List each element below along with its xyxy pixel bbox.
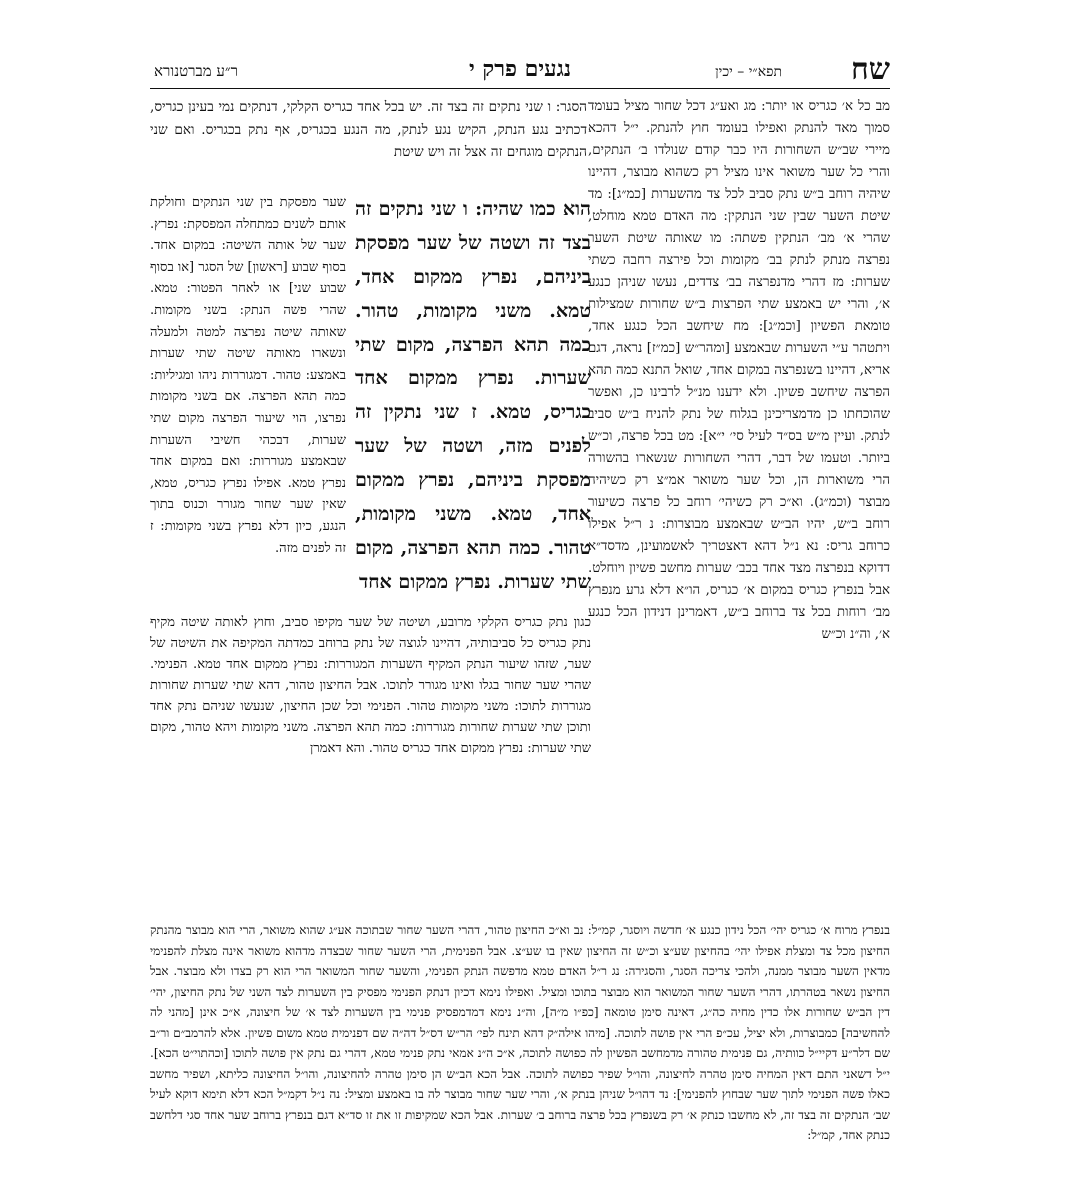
commentary-title: ר״ע מברטנורא [154, 62, 238, 80]
page-header [150, 52, 890, 88]
tiferet-bottom-text: בנפרץ מרוח א׳ כגריס יהי׳ הכל נידון כנגע א׳ חדשה ויוסגר, קמ״ל: נב וא״כ החיצון טהור, דהרי השער שחור שבתוכה אע״ג שהוא משואר, הרי הוא מבוצר מהנתק החיצון מכל צד ומצלת אפילו יהי׳ בהחיצון שע״צ וכ״ש זה החיצון שאין בו שע״צ. אבל הפנימית, הרי השער שחור שבצדה מדהוא משואר אינה מצלת להפנימי מדאין השער מבוצר ממנה, ולהכי צריכה הסגר, והסגירה: נג ר״ל האדם טמא מדפשה הנתק הפנימי, והשער שחור המשואר הרי הוא רק בצדו ולא מבוצר. אבל החיצון נשאר בטהרתו, דהרי השער שחור המשואר הוא מבוצר בתוכו ומציל. ואפילו נימא דכיון דנתק הפנימי מפסיק בין השערות לצד השני של נתק החיצון, יהי׳ דין הב״ש שחורות אלו כדין מחיה כה״ג, דאינה סימן טומאה [כפ״ו מ״ה], וה״נ נימא דמדמפסיק פנימי בין השערות לצד א׳ של חיצונה, א״כ אינן [מהני לה להחשיבה] כמבוצרות, ולא יציל, עכ״פ הרי אין פושה לתוכה. [מיהו אילה״ק דהא תינח לפי׳ הר״ש דס״ל דה״ה שם דפנימית טמא משום פשיון. אלא להרמב״ם ור״ב שם דלר״ע דקיי״ל כוותיה, גם פנימית טהורה מדמחשב הפשיון לה כפושה לתוכה, א״כ ה״נ אמאי נתק פנימי טמא, דהרי גם נתק אין פושה לתוכו [וכהתוי״ט הכא]. י״ל דשאני התם דאין המחיה סימן טהרה לחיצונה, והו״ל שפיר כפושה לתוכה. אבל הכא הב״ש הן סימן טהרה להחיצונה, והו״ל החיצונה כליתא, ושפיר מחשב כאלו פשה הפנימי לתוך שער שבחוץ להפנימי]: נד דהו״ל שניהן בנתק א׳, והרי שער שחור מבוצר לה בו באמצע ומציל: נה נ״ל דקמ״ל הכא דלא תימא דוקא לעיל שב׳ הנתקים זה בצד זה, לא מחשבו כנתק א׳ רק בשנפרץ בכל פרצה ברוחב ב׳ שערות. אבל הכא שמקיפות זו את זו סד״א דגם בנפרץ ברוחב שער אחד סגי דלחשב כנתק אחד, קמ״ל: [150, 923, 890, 1143]
document-page [150, 52, 890, 1152]
mishnah-text-block [355, 192, 591, 604]
header-range: תפא״י – יכין [715, 64, 782, 80]
tiferet-yisrael-bottom [150, 920, 890, 1148]
header-rule [150, 88, 890, 89]
page-number: שח [851, 52, 890, 87]
tiferet-yisrael-column [588, 96, 890, 656]
bartenura-top-block [150, 96, 587, 184]
bartenura-lower-block [150, 612, 591, 912]
tiferet-right-text: מב כל א׳ כגריס או יותר: מג ואע״ג דכל שחור מציל בעומד סמוך מאד להנתק ואפילו בעומד חוץ להנתק. י״ל דהכא מיירי שב״ש השחורות היו כבר קודם שנולדו ב׳ הנתקים, והרי כל שער משואר אינו מציל רק כשהוא מבוצר, דהיינו שיהיה רוחב ב״ש נתק סביב לכל צד מהשערות [כמ״ג]: מד שיטת השער שבין שני הנתקין: מה האדם טמא מוחלט, שהרי א׳ מב׳ הנתקין פשתה: מו שאותה שיטת השער נפרצה מנתק לנתק בב׳ מקומות וכל פירצה רחבה כשתי שערות: מז דהרי מדנפרצה בב׳ צדדים, נעשו שניהן כנגע א׳, והרי יש באמצע שתי הפרצות ב״ש שחורות שמצילות טומאת הפשיון [וכמ״ג]: מח שיחשב הכל כנגע אחד, ויתטהר ע״י השערות שבאמצע [ומהר״ש [כמ״ז] נראה, דגם אריא, דהיינו בשנפרצה במקום אחד, שואל התנא כמה תהא הפרצה שיחשב פשיון. ולא ידענו מנ״ל לרבינו כן, ואפשר שהוכחתו כן מדמצריכינן בגלוח של נתק להניח ב״ש סביב לנתק. ועיין מ״ש בס״ד לעיל סי׳ י״א]: מט בכל פרצה, וכ״ש ביותר. וטעמו של דבר, דהרי השחורות שנשארו בהשורה הרי משוארות הן, וכל שער משואר אמ״צ רק כשיהיה מבוצר (וכמ״ג). וא״כ רק כשיהי׳ רוחב כל פרצה כשיעור רוחב ב״ש, יהיו הב״ש שבאמצע מבוצרות: נ ר״ל אפילו כרוחב גריס: נא נ״ל דהא דאצטריך לאשמועינן, מדסד״א דדוקא בנפרצה מצד אחד בכב׳ שערות מחשב פשיון ויוחלט. אבל בנפרץ כגריס במקום א׳ כגריס, הו״א דלא גרע מנפרץ מב׳ רוחות בכל צד ברוחב ב״ש, דאמרינן דנידון הכל כנגע א׳, וה״נ וכ״ש [588, 99, 890, 642]
bartenura-side-column [150, 192, 346, 632]
mishnah-text: הוא כמו שהיה: ו שני נתקים זה בצד זה ושטה של שער מפסקת ביניהם, נפרץ ממקום אחד, טמא. משני מקומות, טהור. כמה תהא הפרצה, מקום שתי שערות. נפרץ ממקום אחד כגריס, טמא. ז שני נתקין זה לפנים מזה, ושטה של שער מפסקת ביניהם, נפרץ ממקום אחד, טמא. משני מקומות, טהור. כמה תהא הפרצה, מקום שתי שערות. נפרץ ממקום אחד [355, 197, 591, 593]
tractate-chapter-title: נגעים פרק י [469, 56, 571, 82]
bartenura-top-text: הסגר: ו שני נתקים זה בצד זה. יש בכל אחד כגריס הקלקי, דנתקים נמי בעינן כגריס, דכתיב נגע הנתק, הקיש נגע לנתק, מה הנגע בכגריס, אף נתק בכגריס. ואם שני הנתקים מוגחים זה אצל זה ויש שיטת [150, 99, 587, 160]
bartenura-side-text: שער מפסקת בין שני הנתקים וחולקת אותם לשנים כמתחלה המפסקת: נפרץ. שער של אותה השיטה: במקום אחד. בסוף שבוע [ראשון] של הסגר [או בסוף שבוע שני] או לאחר הפטור: טמא. שהרי פשה הנתק: בשני מקומות. שאותה שיטה נפרצה למטה ולמעלה ונשארו מאותה שיטה שתי שערות באמצע: טהור. דמגוררות ניהו ומגיליות: כמה תהא הפרצה. אם בשני מקומות נפרצו, הוי שיעור הפרצה מקום שתי שערות, דבכהי חשיבי השערות שבאמצע מגוררות: ואם במקום אחד נפרץ טמא. אפילו נפרץ כגריס, טמא, שאין שער שחור מגורר וכנוס בתוך הנגע, כיון דלא נפרץ בשני מקומות: ז זה לפנים מזה. [150, 195, 346, 556]
bartenura-lower-text: כגון נתק כגריס הקלקי מרובע, ושיטה של שער מקיפו סביב, וחוץ לאותה שיטה מקיף נתק כגריס כל סביבותיה, דהיינו לגוצה של נתק ברוחב כמדתה המקיפה את השיטה של שער, שזהו שיעור הנתק המקיף השערות המגוררות: נפרץ ממקום אחד טמא. הפנימי. שהרי שער שחור בגלו ואינו מגורר לתוכו. אבל החיצון טהור, דהא שתי שערות שחורות מגוררות לתוכו: משני מקומות טהור. הפנימי וכל שכן החיצון, שנעשו שניהם נתק אחד ותוכן שתי שערות שחורות מגוררות: כמה תהא הפרצה. משני מקומות ויהא טהור, מקום שתי שערות: נפרץ ממקום אחד כגריס טהור. והא דאמרן [150, 615, 591, 756]
